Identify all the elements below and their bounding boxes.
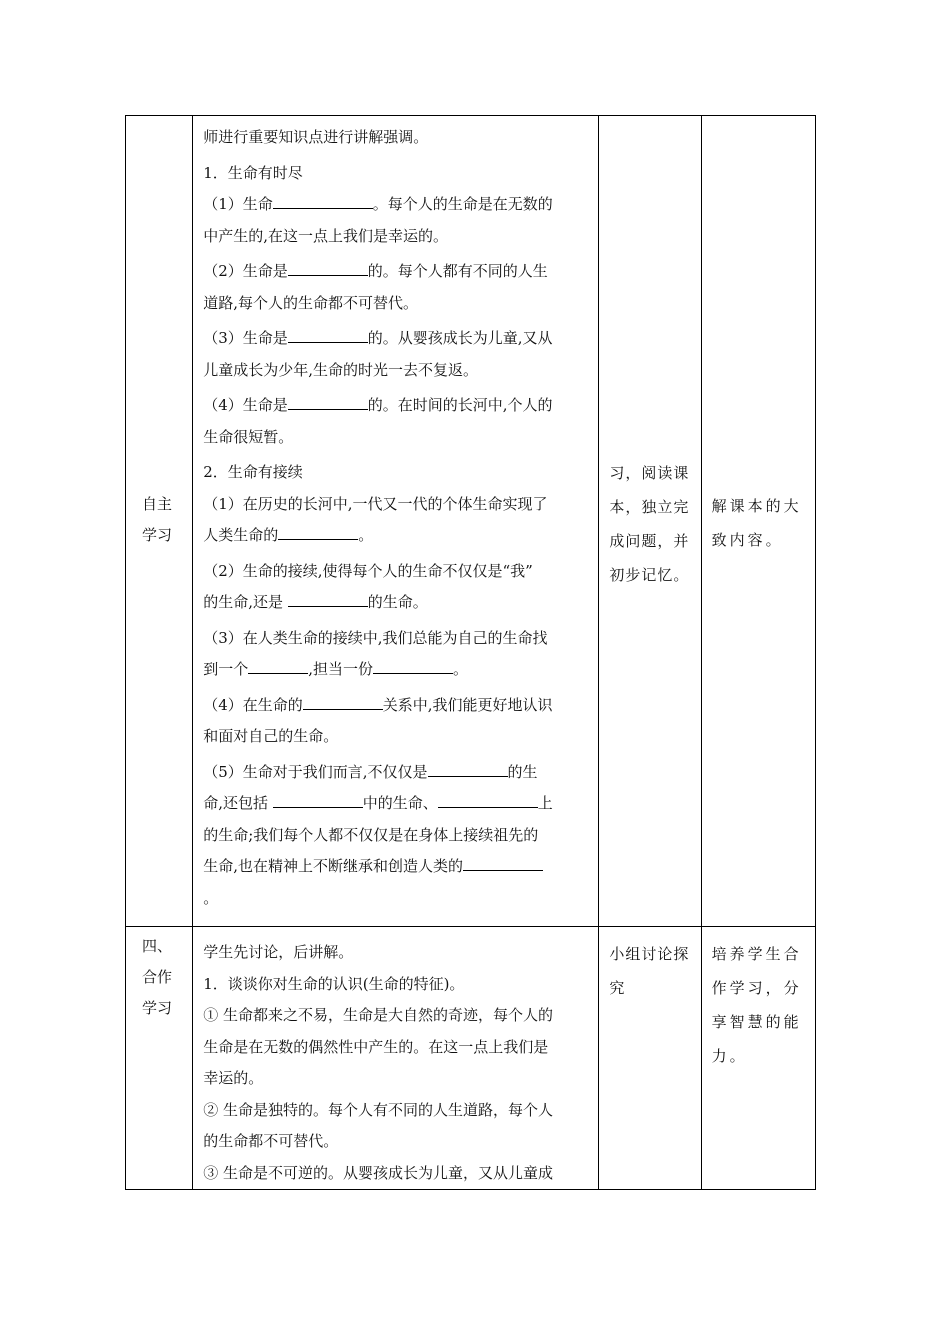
self-study-content-cell [193, 116, 599, 927]
cooperation-content [193, 927, 598, 1189]
design-intent: 解课本的大 致内容。 [711, 497, 802, 549]
answer-2: ② 生命是独特的。每个人有不同的人生道路，每个人 [203, 1100, 553, 1119]
self-study-content [193, 116, 598, 914]
fill-blank[interactable] [303, 694, 383, 710]
item-1-2: （2）生命是 的。每个人都有不同的人生 [203, 262, 548, 280]
item-2-5-cont: 命,还包括 中的生命、 上 [203, 794, 553, 812]
item-2-5-cont2: 的生命;我们每个人都不仅仅是在身体上接续祖先的 [203, 825, 539, 844]
item-1-4: （4）生命是 的。在时间的长河中,个人的 [203, 396, 553, 414]
cooperation-row [126, 927, 816, 1190]
fill-blank[interactable] [463, 855, 543, 871]
intro-text: 师进行重要知识点进行讲解强调。 [203, 128, 429, 146]
student-activity: 习，阅读课 本，独立完 成问题，并 初步记忆。 [609, 464, 690, 584]
fill-blank[interactable] [273, 193, 373, 209]
item-2-5-end: 。 [203, 888, 219, 907]
item-2-5-cont3: 生命,也在精神上不断继承和创造人类的 [203, 851, 590, 883]
answer-3: ③ 生命是不可逆的。从婴孩成长为儿童，又从儿童成 [203, 1163, 553, 1182]
fill-blank[interactable] [248, 658, 308, 674]
fill-blank[interactable] [278, 524, 358, 540]
item-2-2-cont: 的生命,还是 的生命。 [203, 593, 428, 611]
heading-1: 1．生命有时尽 [203, 163, 303, 182]
student-activity: 小组讨论探 究 [609, 945, 690, 997]
cooperation-label-cell [126, 927, 193, 1190]
self-study-label-cell [126, 116, 193, 927]
fill-blank[interactable] [373, 658, 453, 674]
section-label: 自主 学习 [142, 495, 173, 544]
cooperation-goal-cell [701, 927, 815, 1190]
fill-blank[interactable] [288, 327, 368, 343]
fill-blank[interactable] [428, 761, 508, 777]
heading-2: 2．生命有接续 [203, 463, 303, 481]
item-1-4-cont: 生命很短暂。 [203, 427, 294, 446]
design-intent: 培养学生合 作学习，分 享智慧的能 力。 [711, 945, 802, 1065]
fill-blank[interactable] [273, 792, 363, 808]
item-1-2-cont: 道路,每个人的生命都不可替代。 [203, 293, 418, 312]
lesson-plan-table [125, 115, 816, 1190]
answer-2-cont: 的生命都不可替代。 [203, 1132, 339, 1150]
fill-blank[interactable] [288, 394, 368, 410]
section-label: 四、 合作 学习 [142, 937, 173, 1017]
item-2-2: （2）生命的接续,使得每个人的生命不仅仅是“我” [203, 561, 533, 580]
item-2-4: （4）在生命的 关系中,我们能更好地认识 [203, 695, 553, 714]
fill-blank[interactable] [288, 260, 368, 276]
item-1-1: （1）生命 。每个人的生命是在无数的 [203, 195, 553, 213]
item-2-3-cont: 到一个 ,担当一份 。 [203, 660, 468, 678]
question-1: 1．谈谈你对生命的认识(生命的特征)。 [203, 974, 465, 993]
item-1-3-cont: 儿童成长为少年,生命的时光一去不复返。 [203, 360, 478, 379]
fill-blank[interactable] [288, 591, 368, 607]
item-2-3: （3）在人类生命的接续中,我们总能为自己的生命找 [203, 628, 548, 647]
fill-blank[interactable] [438, 792, 538, 808]
answer-1: ① 生命都来之不易，生命是大自然的奇迹，每个人的 [203, 1006, 553, 1024]
item-2-1-cont: 人类生命的 。 [203, 526, 374, 544]
cooperation-student-cell [599, 927, 701, 1190]
item-1-1-cont: 中产生的,在这一点上我们是幸运的。 [203, 226, 448, 245]
self-study-student-cell [599, 116, 701, 927]
item-2-4-cont: 和面对自己的生命。 [203, 727, 339, 745]
intro-text: 学生先讨论，后讲解。 [203, 943, 354, 961]
self-study-goal-cell [701, 116, 815, 927]
answer-1-cont2: 幸运的。 [203, 1069, 264, 1087]
item-2-1: （1）在历史的长河中,一代又一代的个体生命实现了 [203, 494, 548, 513]
item-2-5: （5）生命对于我们而言,不仅仅是 的生 [203, 762, 538, 781]
self-study-row [126, 116, 816, 927]
cooperation-content-cell [193, 927, 599, 1190]
answer-1-cont: 生命是在无数的偶然性中产生的。在这一点上我们是 [203, 1037, 549, 1056]
item-1-3: （3）生命是 的。从婴孩成长为儿童,又从 [203, 329, 553, 347]
